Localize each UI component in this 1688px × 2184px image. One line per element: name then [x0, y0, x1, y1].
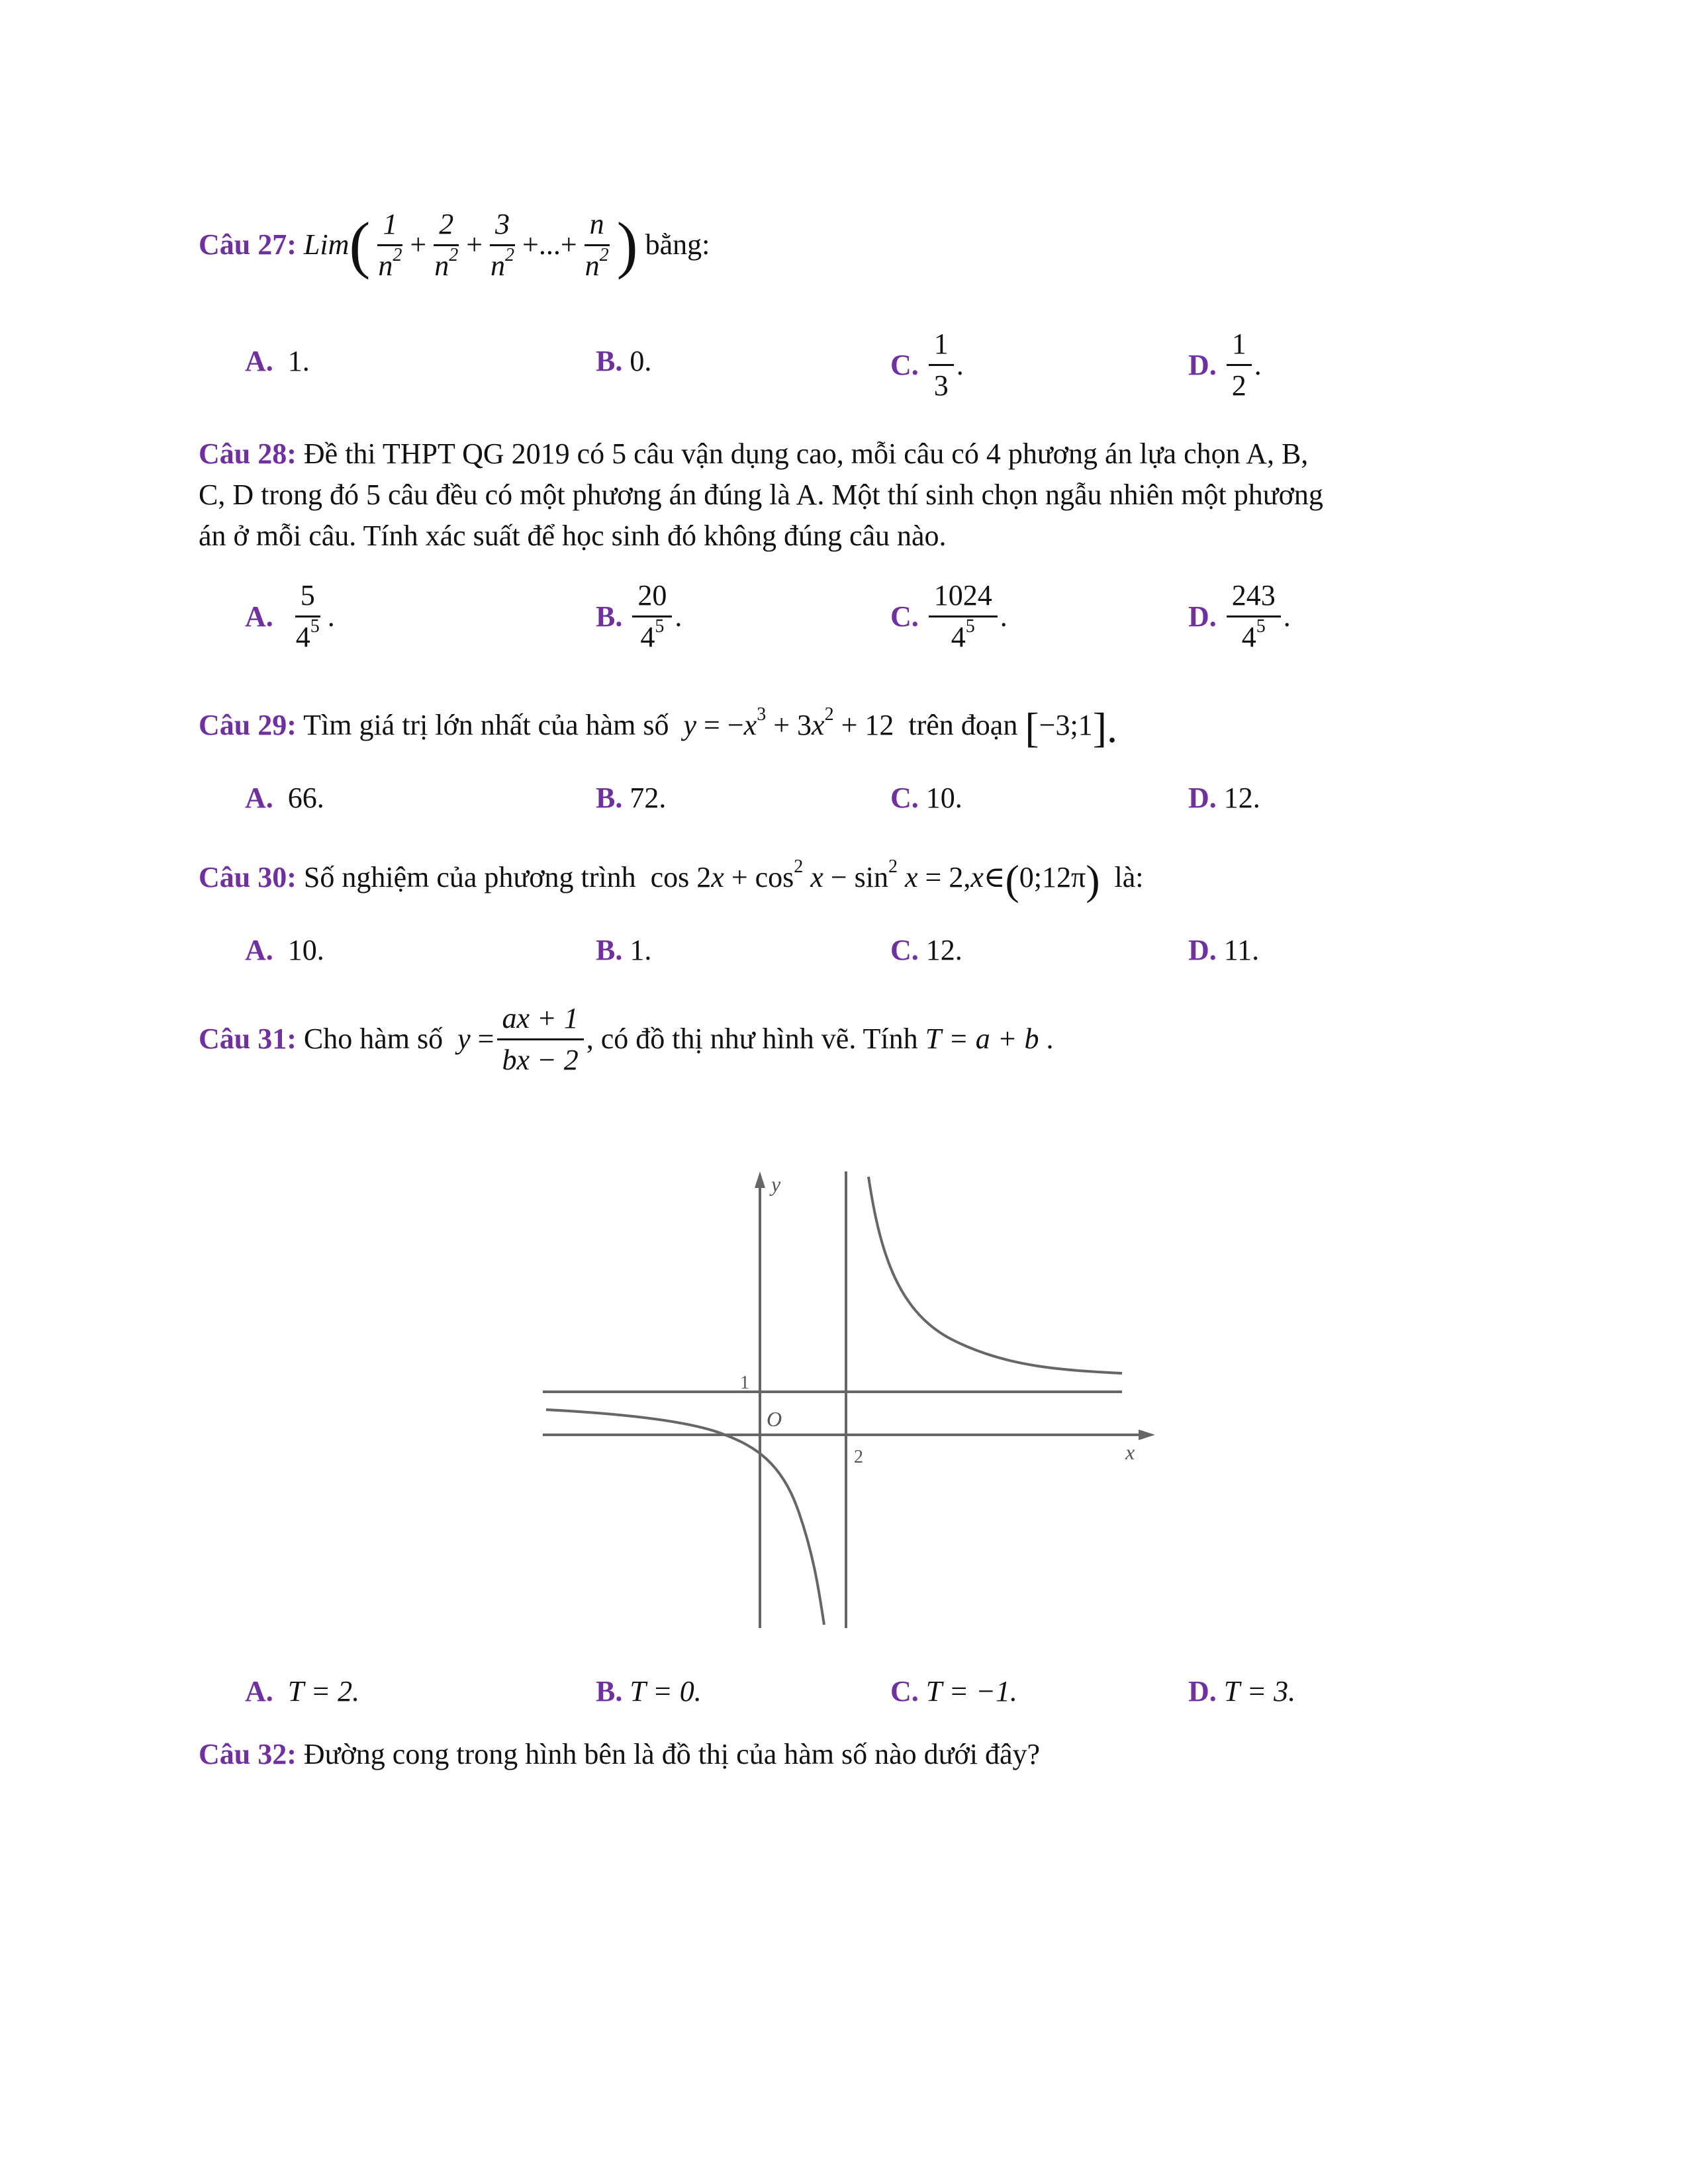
question-29: Câu 29: Tìm giá trị lớn nhất của hàm số $y = -x^3 + 3x^2 + 12$ trên đoạn [−3;1]. — [199, 704, 1117, 751]
option-30-a[interactable]: A. 10. — [245, 934, 324, 966]
origin-label: O — [767, 1407, 782, 1431]
option-28-c[interactable]: C. $\frac{1024}{4^5}$ . — [890, 576, 1008, 657]
right-branch — [868, 1177, 1122, 1373]
option-27-b[interactable]: B. 0. — [596, 345, 652, 377]
option-31-a[interactable]: A. T = 2. — [245, 1675, 360, 1707]
option-29-a[interactable]: A. 66. — [245, 782, 324, 814]
option-31-b[interactable]: B. T = 0. — [596, 1675, 702, 1707]
question-30-label: Câu 30: — [199, 861, 297, 893]
question-27-suffix: bằng: — [645, 228, 710, 261]
term-n: $\frac{n}{n^2}$ — [580, 205, 614, 286]
option-27-c[interactable]: C. $\frac{1}{3}$ . — [890, 324, 964, 406]
x-axis-label: x — [1125, 1440, 1135, 1464]
option-30-d[interactable]: D. 11. — [1188, 934, 1260, 966]
term-1: $\frac{1}{n^2}$ — [373, 205, 407, 286]
question-28-label: Câu 28: — [199, 437, 297, 470]
lim-symbol: Lim — [303, 228, 350, 261]
option-29-d[interactable]: D. 12. — [1188, 782, 1260, 814]
option-31-d[interactable]: D. T = 3. — [1188, 1675, 1296, 1707]
option-27-d[interactable]: D. $\frac{1}{2}$ . — [1188, 324, 1262, 406]
question-27-label: Câu 27: — [199, 228, 297, 261]
option-30-b[interactable]: B. 1. — [596, 934, 652, 966]
option-29-c[interactable]: C. 10. — [890, 782, 962, 814]
option-28-b[interactable]: B. $\frac{20}{4^5}$ . — [596, 576, 682, 657]
y-axis-arrow — [755, 1171, 765, 1188]
question-30: Câu 30: Số nghiệm của phương trình $\cos 2x + \cos^2 x - \sin^2 x$ = 2,x∈(0;12π) là: — [199, 856, 1144, 903]
term-2: $\frac{2}{n^2}$ — [429, 205, 463, 286]
x-axis-arrow — [1139, 1430, 1155, 1440]
option-31-c[interactable]: C. T = −1. — [890, 1675, 1017, 1707]
question-28: Câu 28: Đề thi THPT QG 2019 có 5 câu vận dụng cao, mỗi câu có 4 phương án lựa chọn A, B, C, D trong đó 5 câu đều có một phương án đúng là A. Một thí sinh chọn ngẫu nhiên một phương án ở mỗi câu. Tính xác suất để học sinh đó không đúng câu nào. — [199, 437, 1323, 552]
x-tick-label: 2 — [854, 1447, 863, 1467]
y-axis-label: y — [771, 1172, 781, 1196]
question-27: Câu 27: Lim ( $\frac{1}{n^2}$ + $\frac{2}{n^2}$ + $\frac{3}{n^2}$ + ... + $\frac{n}{n^2}$ ) bằng: — [199, 199, 710, 291]
y-tick-label: 1 — [740, 1373, 749, 1393]
option-27-a[interactable]: A. 1. — [245, 345, 310, 377]
option-29-b[interactable]: B. 72. — [596, 782, 667, 814]
question-32: Câu 32: Đường cong trong hình bên là đồ thị của hàm số nào dưới đây? — [199, 1738, 1041, 1770]
function-fraction: $\frac{ax + 1}{bx - 2}$ — [497, 999, 584, 1080]
question-29-label: Câu 29: — [199, 709, 297, 741]
option-30-c[interactable]: C. 12. — [890, 934, 962, 966]
term-3: $\frac{3}{n^2}$ — [485, 205, 520, 286]
left-branch — [546, 1410, 824, 1625]
option-28-a[interactable]: A. $\frac{5}{4^5}$ . — [245, 576, 335, 657]
question-31-label: Câu 31: — [199, 1023, 297, 1055]
question-32-label: Câu 32: — [199, 1738, 297, 1770]
option-28-d[interactable]: D. $\frac{243}{4^5}$ . — [1188, 576, 1291, 657]
question-31: Câu 31: Cho hàm số y = $\frac{ax + 1}{bx - 2}$ , có đồ thị như hình vẽ. Tính T = a + b . — [199, 993, 1054, 1085]
